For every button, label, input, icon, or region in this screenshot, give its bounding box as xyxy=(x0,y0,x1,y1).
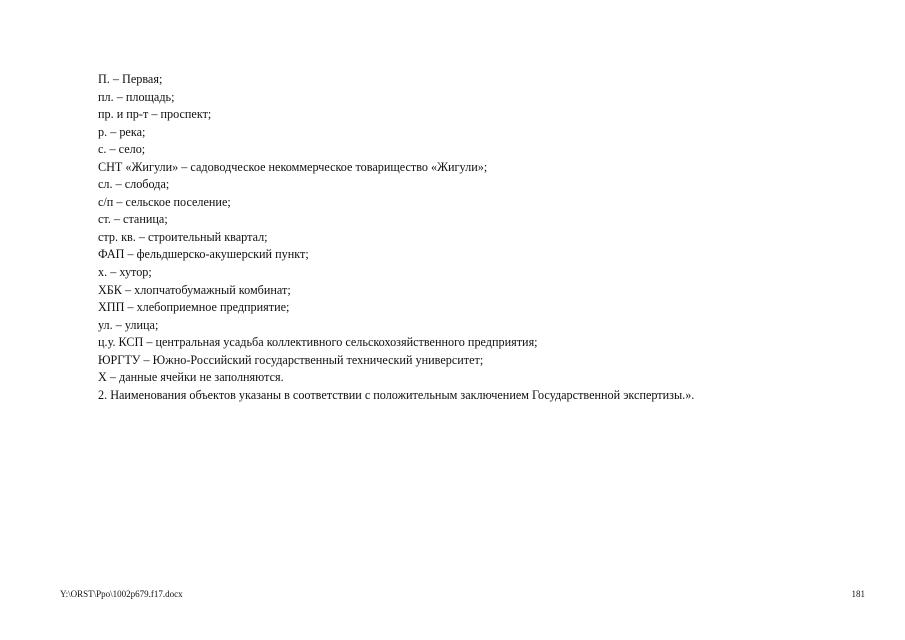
abbreviation-line: ст. – станица; xyxy=(98,212,168,227)
note-line: 2. Наименования объектов указаны в соответствии с положительным заключением Государственной экспертизы.». xyxy=(98,387,695,402)
abbreviation-line: ц.у. КСП – центральная усадьба коллективного сельскохозяйственного предприятия; xyxy=(98,335,538,350)
abbreviation-line: ЮРГТУ – Южно-Российский государственный технический университет; xyxy=(98,352,484,367)
abbreviation-line: ул. – улица; xyxy=(98,317,159,332)
document-body xyxy=(98,71,888,404)
abbreviation-line: с/п – сельское поселение; xyxy=(98,194,231,209)
abbreviation-line: пр. и пр-т – проспект; xyxy=(98,107,212,122)
abbreviation-line: СНТ «Жигули» – садоводческое некоммерческое товарищество «Жигули»; xyxy=(98,159,488,174)
abbreviation-line: П. – Первая; xyxy=(98,72,163,86)
abbreviation-line: ФАП – фельдшерско-акушерский пункт; xyxy=(98,247,309,262)
abbreviation-line: ХБК – хлопчатобумажный комбинат; xyxy=(98,282,291,297)
abbreviation-line: х. – хутор; xyxy=(98,265,152,280)
abbreviation-line: с. – село; xyxy=(98,142,146,157)
footer-page-number: 181 xyxy=(851,589,865,599)
abbreviation-line: ХПП – хлебоприемное предприятие; xyxy=(98,300,290,315)
footer-file-path: Y:\ORST\Ppo\1002p679.f17.docx xyxy=(60,589,183,599)
abbreviation-line: сл. – слобода; xyxy=(98,177,170,192)
abbreviation-line: пл. – площадь; xyxy=(98,89,175,104)
abbreviation-line: стр. кв. – строительный квартал; xyxy=(98,229,268,244)
abbreviation-line: р. – река; xyxy=(98,124,146,139)
note-line: Х – данные ячейки не заполняются. xyxy=(98,370,284,385)
